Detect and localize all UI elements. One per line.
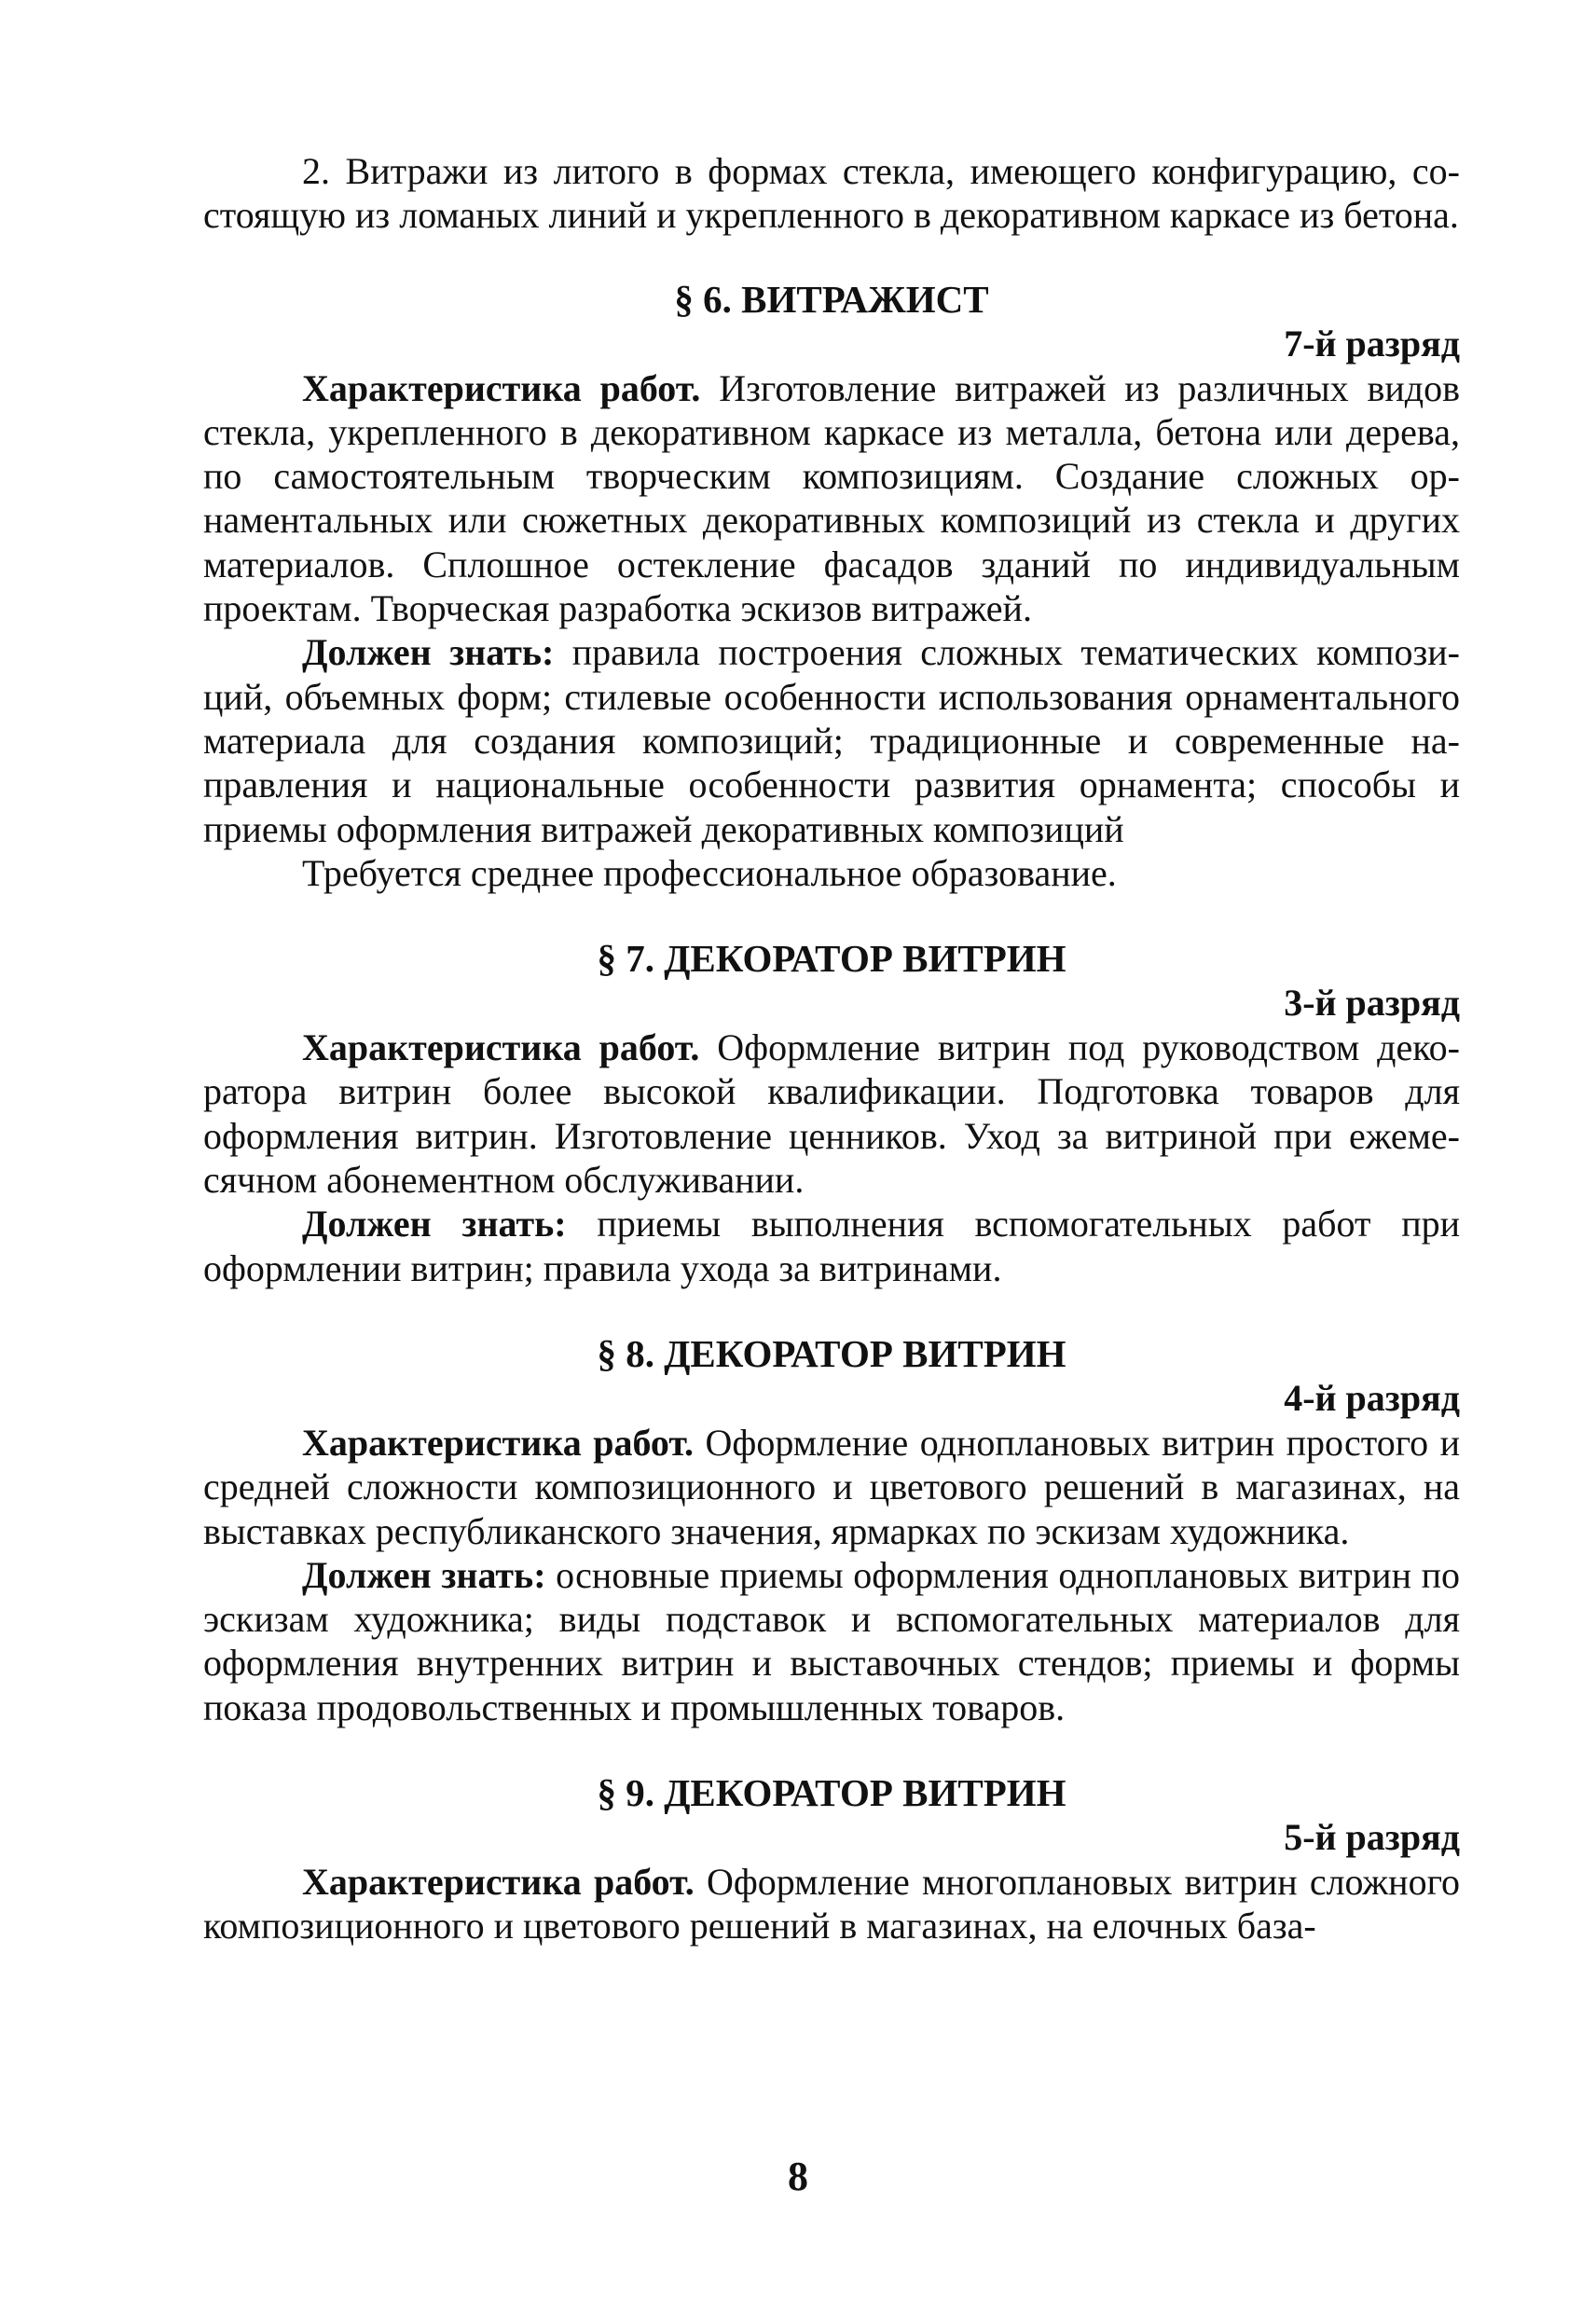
grade-label: 4-й разряд bbox=[1284, 1376, 1460, 1419]
characteristic-term: Характеристика работ. bbox=[302, 1861, 695, 1904]
section-title: § 6. ВИТРАЖИСТ bbox=[674, 277, 989, 321]
intro-paragraph: 2. Витражи из литого в формах стекла, имеющего конфигурацию, состоящую из ломаных линий и укрепленного в декоративном каркасе из бетона. bbox=[203, 150, 1460, 237]
characteristic-paragraph bbox=[203, 1025, 1460, 1202]
knowledge-paragraph bbox=[203, 630, 1460, 850]
knowledge-term: Должен знать: bbox=[302, 1203, 567, 1245]
knowledge-text: приемы выполнения вспомогательных работ при оформлении витрин; правила ухода за витринами. bbox=[203, 1203, 1460, 1289]
section-9 bbox=[203, 1770, 1460, 1948]
grade-label: 5-й разряд bbox=[1284, 1816, 1460, 1859]
section-title: § 7. ДЕКОРАТОР ВИТРИН bbox=[597, 937, 1066, 981]
knowledge-text: правила построения сложных тематических композиций, объемных форм; стилевые особенности использования орнаментального материала для создания композиций; традиционные и современные направления и национальные особенности развития орнамента; способы и приемы оформления витражей декоративных композиций bbox=[203, 631, 1460, 850]
section-title: § 8. ДЕКОРАТОР ВИТРИН bbox=[597, 1331, 1066, 1375]
characteristic-text: Оформление одноплановых витрин простого и средней сложности композиционного и цветового решений в магазинах, на выставках республиканского значения, ярмарках по эскизам художника. bbox=[203, 1421, 1461, 1552]
knowledge-paragraph bbox=[203, 1553, 1460, 1729]
education-requirement: Требуется среднее профессиональное образование. bbox=[302, 851, 1117, 894]
characteristic-term: Характеристика работ. bbox=[302, 1026, 700, 1069]
section-title: § 9. ДЕКОРАТОР ВИТРИН bbox=[597, 1771, 1066, 1815]
characteristic-term: Характеристика работ. bbox=[302, 366, 701, 409]
characteristic-text: Оформление многоплановых витрин сложного композиционного и цветового решений в магазинах, на елочных база- bbox=[203, 1861, 1460, 1947]
page-number: 8 bbox=[788, 2154, 808, 2199]
knowledge-term: Должен знать: bbox=[302, 631, 555, 674]
section-8 bbox=[203, 1331, 1460, 1729]
section-6 bbox=[203, 277, 1460, 896]
knowledge-term: Должен знать: bbox=[302, 1553, 546, 1596]
characteristic-paragraph bbox=[203, 366, 1460, 631]
characteristic-paragraph bbox=[203, 1421, 1460, 1553]
knowledge-paragraph bbox=[203, 1202, 1460, 1290]
characteristic-term: Характеристика работ. bbox=[302, 1421, 695, 1464]
page-content bbox=[203, 149, 1460, 1948]
grade-label: 3-й разряд bbox=[1284, 982, 1460, 1025]
characteristic-text: Изготовление витражей из различных видов стекла, укрепленного в декоративном каркасе из металла, бетона или дерева, по самостоятельным творческим композициям. Создание сложных орнаментальных или сюжетных декоративных композиций из стекла и других материалов. Сплошное остекление фасадов зданий по индивидуальным проектам. Творческая разработка эскизов витражей. bbox=[203, 366, 1460, 630]
grade-label: 7-й разряд bbox=[1284, 322, 1460, 365]
knowledge-text: основные приемы оформления одноплановых витрин по эскизам художника; виды подставок и вспомогательных материалов для оформления внутренних витрин и выставочных стендов; приемы и формы показа продовольственных и промышленных товаров. bbox=[203, 1553, 1461, 1728]
characteristic-text: Оформление витрин под руководством декоратора витрин более высокой квалификации. Подготовка товаров для оформления витрин. Изготовление ценников. Уход за витриной при ежемесячном абонементном обслуживании. bbox=[203, 1026, 1460, 1202]
section-7 bbox=[203, 936, 1460, 1290]
characteristic-paragraph bbox=[203, 1860, 1460, 1948]
